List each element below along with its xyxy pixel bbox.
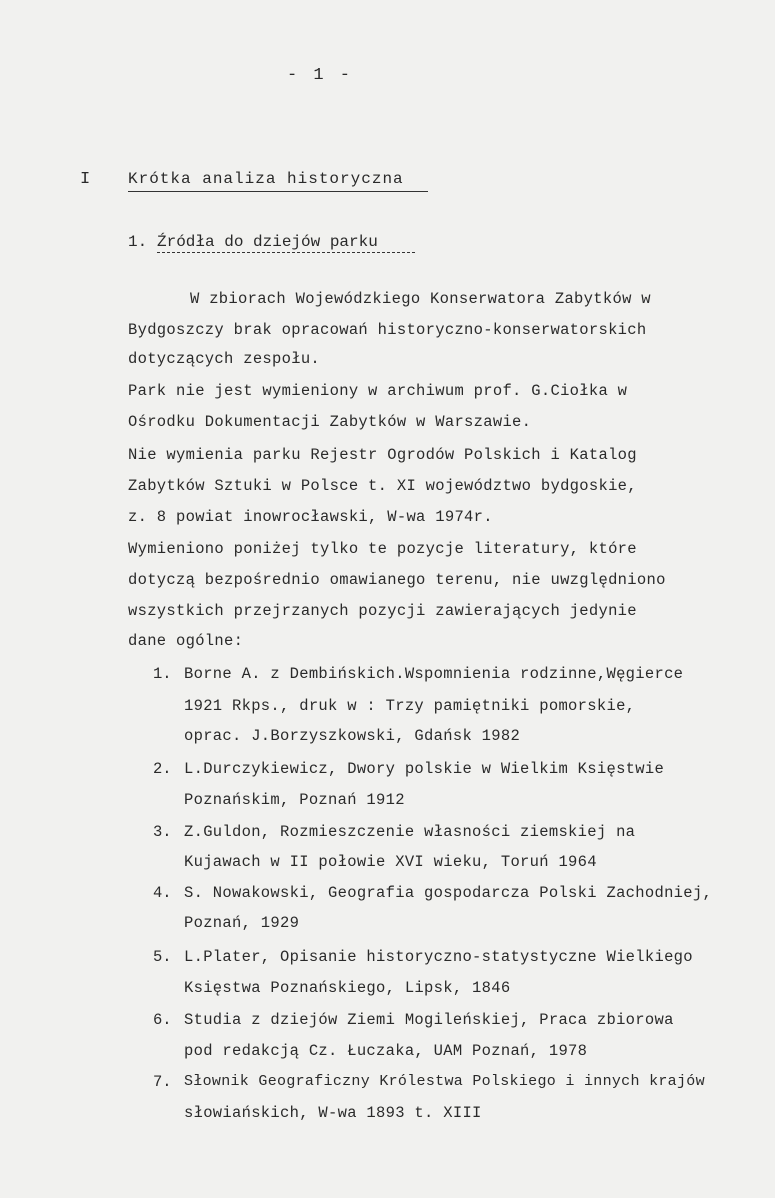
reference-line: pod redakcją Cz. Łuczaka, UAM Poznań, 1978 xyxy=(184,1042,588,1060)
body-line: Park nie jest wymieniony w archiwum prof. G.Ciołka w xyxy=(128,382,628,400)
body-line: Nie wymienia parku Rejestr Ogrodów Polskich i Katalog xyxy=(128,446,637,464)
reference-line: S. Nowakowski, Geografia gospodarcza Polski Zachodniej, xyxy=(184,884,713,902)
reference-number: 6. xyxy=(153,1011,172,1029)
reference-line: Z.Guldon, Rozmieszczenie własności ziemskiej na xyxy=(184,823,636,841)
reference-number: 5. xyxy=(153,948,172,966)
body-line: wszystkich przejrzanych pozycji zawierających jedynie xyxy=(128,602,637,620)
reference-number: 2. xyxy=(153,760,172,778)
subsection-number: 1. xyxy=(128,233,148,251)
body-line: dane ogólne: xyxy=(128,632,244,650)
subsection-title: Źródła do dziejów parku xyxy=(157,233,415,253)
reference-number: 7. xyxy=(153,1073,172,1091)
reference-number: 4. xyxy=(153,884,172,902)
body-line: W zbiorach Wojewódzkiego Konserwatora Zabytków w xyxy=(190,290,651,308)
body-line: dotyczących zespołu. xyxy=(128,350,321,368)
reference-number: 1. xyxy=(153,665,172,683)
section-title: Krótka analiza historyczna xyxy=(128,170,428,192)
reference-line: Słownik Geograficzny Królestwa Polskiego i innych krajów xyxy=(184,1073,705,1090)
reference-line: Księstwa Poznańskiego, Lipsk, 1846 xyxy=(184,979,511,997)
body-line: Zabytków Sztuki w Polsce t. XI województwo bydgoskie, xyxy=(128,477,637,495)
reference-line: słowiańskich, W-wa 1893 t. XIII xyxy=(184,1104,482,1122)
body-line: Bydgoszczy brak opracowań historyczno-konserwatorskich xyxy=(128,321,647,339)
body-line: dotyczą bezpośrednio omawianego terenu, nie uwzględniono xyxy=(128,571,666,589)
reference-line: Poznańskim, Poznań 1912 xyxy=(184,791,405,809)
reference-line: Kujawach w II połowie XVI wieku, Toruń 1964 xyxy=(184,853,597,871)
reference-line: oprac. J.Borzyszkowski, Gdańsk 1982 xyxy=(184,727,521,745)
reference-line: 1921 Rkps., druk w : Trzy pamiętniki pomorskie, xyxy=(184,697,636,715)
reference-line: Borne A. z Dembińskich.Wspomnienia rodzinne,Węgierce xyxy=(184,665,684,683)
body-line: z. 8 powiat inowrocławski, W-wa 1974r. xyxy=(128,508,493,526)
reference-number: 3. xyxy=(153,823,172,841)
body-line: Ośrodku Dokumentacji Zabytków w Warszawie. xyxy=(128,413,532,431)
body-line: Wymieniono poniżej tylko te pozycje literatury, które xyxy=(128,540,637,558)
reference-line: L.Plater, Opisanie historyczno-statystyczne Wielkiego xyxy=(184,948,693,966)
reference-line: Poznań, 1929 xyxy=(184,914,300,932)
section-number: I xyxy=(80,170,91,189)
reference-line: Studia z dziejów Ziemi Mogileńskiej, Praca zbiorowa xyxy=(184,1011,674,1029)
page-number: - 1 - xyxy=(287,66,354,85)
reference-line: L.Durczykiewicz, Dwory polskie w Wielkim Księstwie xyxy=(184,760,665,778)
